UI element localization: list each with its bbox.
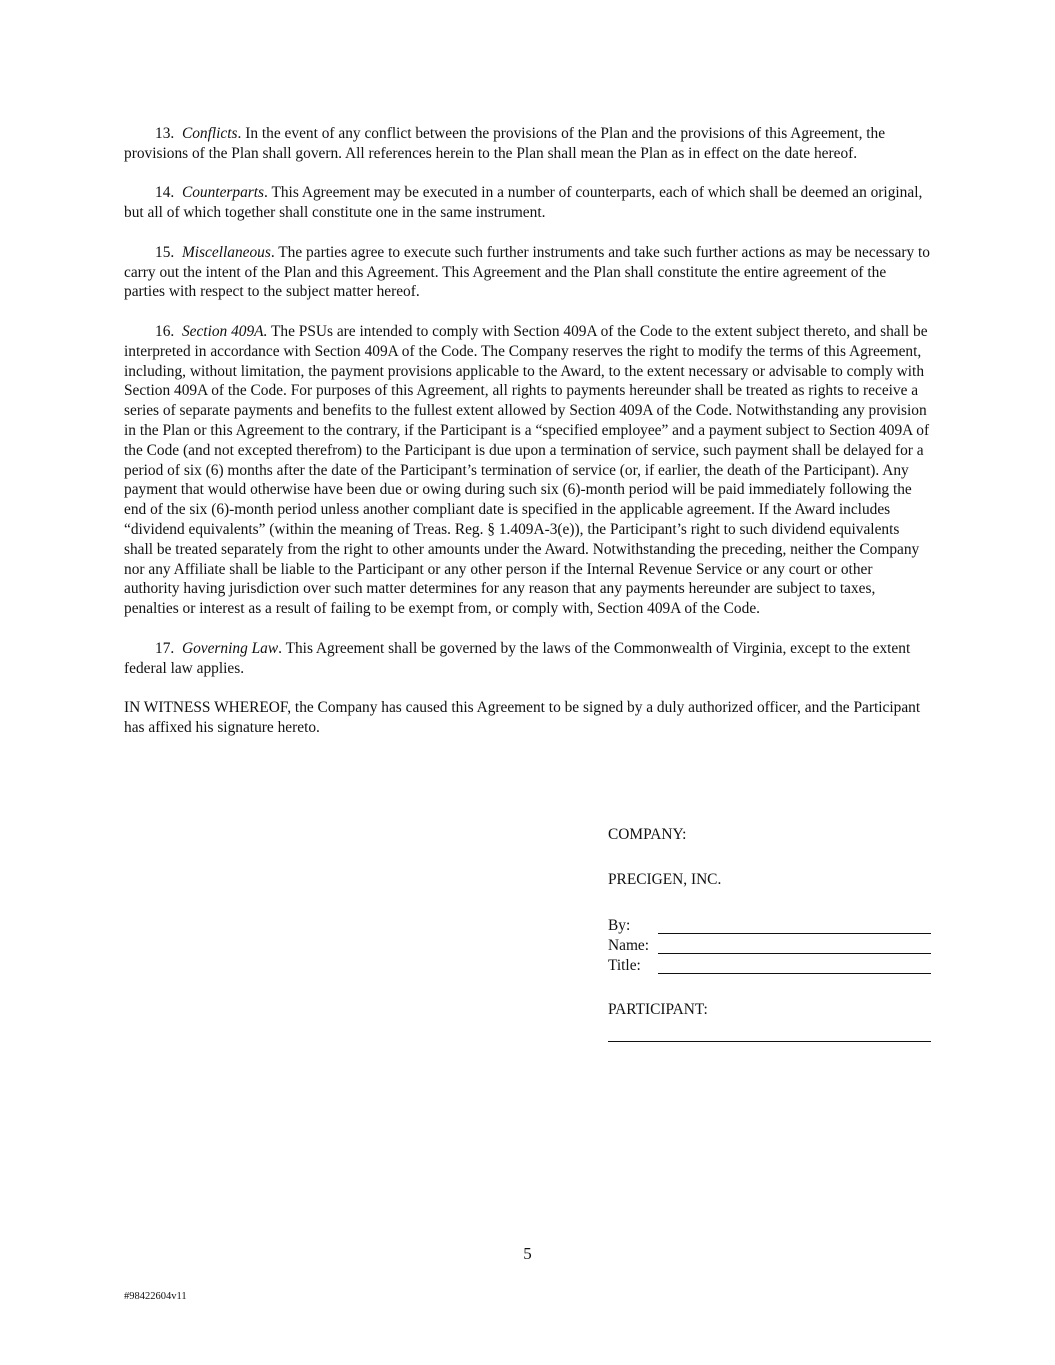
document-id: #98422604v11 [124,1291,187,1302]
participant-signature-line [608,1041,931,1042]
title-signature-line [658,973,931,974]
section-text: . This Agreement may be executed in a number of counterparts, each of which shall be deemed an original, but all of which together shall constitute one in the same instrument. [124,184,923,222]
section-number: 15. [155,243,175,261]
agreement-body [124,124,930,738]
section-heading: Miscellaneous [181,243,271,261]
by-signature-row [608,916,931,936]
title-signature-row [608,956,931,976]
section-text: The PSUs are intended to comply with Section 409A of the Code to the extent subject thereto, and shall be interpreted in accordance with Section 409A of the Code. The Company reserves the right to modify the terms of this Agreement, including, without limitation, the payment provisions applicable to the Award, to the extent necessary or advisable to comply with Section 409A of the Code. For purposes of this Agreement, all rights to payments hereunder shall be treated as rights to receive a series of separate payments and benefits to the fullest extent allowed by Section 409A of the Code. Notwithstanding any provision in the Plan or this Agreement to the contrary, if the Participant is a “specified employee” and a payment subject to Section 409A of the Code (and not excepted therefrom) to the Participant is due upon a termination of service, such payment shall be delayed for a period of six (6) months after the date of the Participant’s termination of service (or, if earlier, the death of the Participant). Any payment that would otherwise have been due or owing during such six (6)-month period will be paid immediately following the end of the six (6)-month period unless another compliant date is specified in the applicable agreement. If the Award includes “dividend equivalents” (within the meaning of Treas. Reg. § 1.409A-3(e)), the Participant’s right to such dividend equivalents shall be treated separately from the right to other amounts under the Award. Notwithstanding the preceding, neither the Company nor any Affiliate shall be liable to the Participant or any other person if the Internal Revenue Service or any court or other authority having jurisdiction over such matter determines for any reason that any payments hereunder are subject to taxes, penalties or interest as a result of failing to be exempt from, or comply with, Section 409A of the Code. [124,322,930,618]
witness-statement: IN WITNESS WHEREOF, the Company has caused this Agreement to be signed by a duly authorized officer, and the Participant has affixed his signature hereto. [124,699,921,736]
section-14 [124,183,930,223]
company-name: PRECIGEN, INC. [608,871,722,888]
section-heading: Section 409A. [181,322,268,340]
section-16 [124,322,930,619]
name-label: Name: [608,937,650,954]
section-15 [124,243,930,302]
company-label: COMPANY: [608,826,687,843]
section-number: 17. [155,639,175,657]
name-signature-line [658,953,931,954]
section-text: . In the event of any conflict between the provisions of the Plan and the provisions of this Agreement, the provisions of the Plan shall govern. All references herein to the Plan shall mean the Plan as in effect on the date hereof. [124,125,886,162]
page-number: 5 [523,1244,532,1263]
section-heading: Conflicts [181,125,238,142]
name-signature-row [608,936,931,956]
section-heading: Governing Law [181,639,279,657]
section-heading: Counterparts [181,184,265,202]
section-number: 16. [155,322,175,340]
by-signature-line [658,933,931,934]
section-17 [124,639,930,679]
section-text: . This Agreement shall be governed by the laws of the Commonwealth of Virginia, except to the extent federal law applies. [124,639,911,677]
section-text: . The parties agree to execute such further instruments and take such further actions as may be necessary to carry out the intent of the Plan and this Agreement. This Agreement and the Plan shall constitute the entire agreement of the parties with respect to the subject matter hereof. [124,243,930,301]
participant-label: PARTICIPANT: [608,1001,708,1018]
by-label: By: [608,917,631,934]
section-13 [124,124,930,164]
section-number: 14. [155,184,175,202]
section-number: 13. [155,125,175,142]
title-label: Title: [608,957,641,974]
